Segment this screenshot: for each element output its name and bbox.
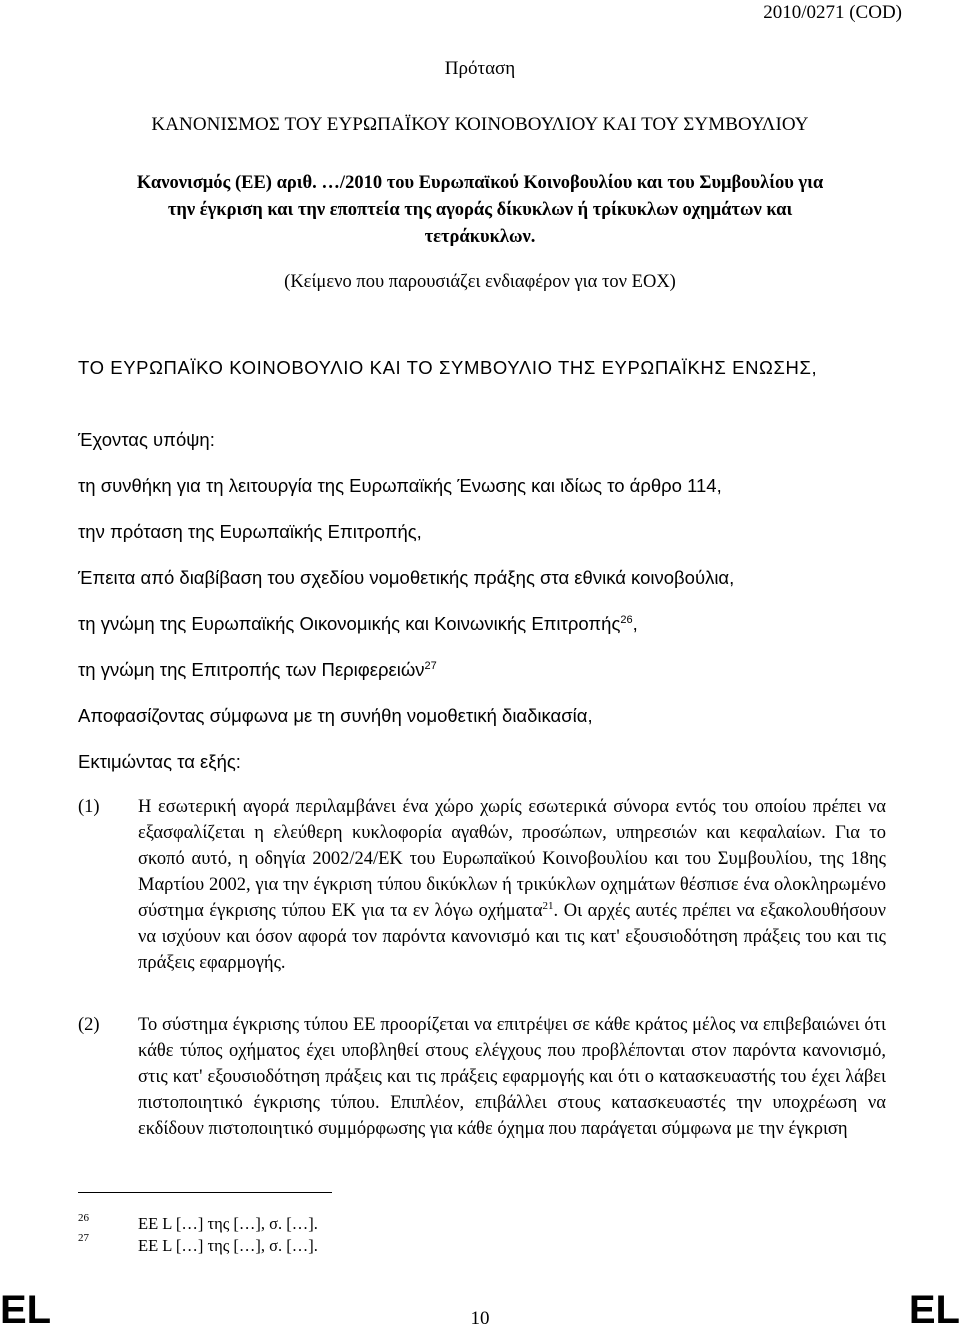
having-regard-heading: Έχοντας υπόψη: (78, 429, 215, 450)
footnote-number: 26 (78, 1212, 89, 1224)
whereas-heading: Εκτιμώντας τα εξής: (78, 751, 241, 772)
document-title: ΚΑΝΟΝΙΣΜΟΣ ΤΟΥ ΕΥΡΩΠΑΪΚΟΥ ΚΟΙΝΟΒΟΥΛΙΟΥ ΚΑΙ ΤΟΥ ΣΥΜΒΟΥΛΙΟΥ (151, 114, 809, 135)
regulation-title-line: Κανονισμός (ΕΕ) αριθ. …/2010 του Ευρωπαϊκού Κοινοβουλίου και του Συμβουλίου για (136, 173, 824, 193)
citation-commission-proposal: την πρόταση της Ευρωπαϊκής Επιτροπής, (78, 521, 422, 542)
recital-number: (2) (78, 1015, 100, 1035)
regulation-title-line: την έγκριση και την εποπτεία της αγοράς δίκυκλων ή τρίκυκλων οχημάτων και (167, 200, 793, 220)
recital-1-part-a: Η εσωτερική αγορά περιλαμβάνει ένα χώρο χωρίς εσωτερικά σύνορα εντός του οποίου πρέπει να εξασφαλίζεται η ελεύθερη κυκλοφορία αγαθών, προσώπων, υπηρεσιών και κεφαλαίων. Για το σκοπό αυτό, η οδηγία 2002/24/ΕΚ του Ευρωπαϊκού Κοινοβουλίου και του Συμβουλίου, της 18ης Μαρτίου 2002, για την έγκριση τύπου δικύκλων ή τρικύκλων οχημάτων θέσπισε ένα ολοκληρωμένο σύστημα έγκρισης τύπου ΕΚ για τα εν λόγω οχήματα (138, 797, 886, 921)
proposal-label: Πρόταση (444, 58, 516, 79)
citation-ecosoc-text: τη γνώμη της Ευρωπαϊκής Οικονομικής και Κοινωνικής Επιτροπής (78, 613, 621, 634)
footnote-text: ΕΕ L […] της […], σ. […]. (138, 1214, 318, 1233)
recital-1-part-b: . Οι αρχές αυτές πρέπει να εξακολουθήσουν να ισχύουν και όσον αφορά τον παρόντα κανονισμό και τις κατ' εξουσιοδότηση πράξεις του και τις πράξεις εφαρμογής. (138, 901, 886, 973)
recital-2-text: Το σύστημα έγκρισης τύπου ΕΕ προορίζεται να επιτρέψει σε κάθε κράτος μέλος να επιβεβαιώνει ότι κάθε τύπος οχήματος έχει υποβληθεί στους ελέγχους που προβλέπονται στον παρόντα κανονισμό, στις κατ' εξουσιοδότηση πράξεις και τις πράξεις εφαρμογής και ότι ο κατασκευαστής του έχει λάβει πιστοποιητικό έγκρισης τύπου. Επιπλέον, επιβάλλει στους κατασκευαστές την υποχρέωση να εκδίδουν πιστοποιητικό συμμόρφωσης για κάθε όχημα που παράγεται σύμφωνα με την έγκριση (138, 1015, 886, 1139)
language-code-right: EL (908, 1288, 960, 1332)
regulation-title-line: τετράκυκλων. (424, 227, 536, 247)
footnote-text: ΕΕ L […] της […], σ. […]. (138, 1236, 318, 1255)
citation-cor (78, 658, 886, 681)
footnote-ref-26: 26 (620, 613, 633, 626)
citation-treaty: τη συνθήκη για τη λειτουργία της Ευρωπαϊκής Ένωσης και ιδίως το άρθρο 114, (78, 475, 722, 496)
citation-ecosoc (78, 612, 886, 635)
citation-cor-text: τη γνώμη της Επιτροπής των Περιφερειών (78, 659, 425, 680)
regulation-title (80, 170, 880, 251)
citation-transmission: Έπειτα από διαβίβαση του σχεδίου νομοθετικής πράξης στα εθνικά κοινοβούλια, (78, 567, 735, 588)
footnote-separator (78, 1192, 332, 1193)
eea-relevance-note: (Κείμενο που παρουσιάζει ενδιαφέρον για τον ΕΟΧ) (284, 272, 676, 292)
footnote-ref-27: 27 (424, 659, 437, 672)
footnote-ref-21: 21 (542, 899, 554, 912)
page-number: 10 (470, 1308, 490, 1329)
language-code-left: EL (0, 1288, 52, 1332)
procedure-clause: Αποφασίζοντας σύμφωνα με τη συνήθη νομοθετική διαδικασία, (78, 705, 593, 726)
enacting-bodies: ΤΟ ΕΥΡΩΠΑΪΚΟ ΚΟΙΝΟΒΟΥΛΙΟ ΚΑΙ ΤΟ ΣΥΜΒΟΥΛΙΟ ΤΗΣ ΕΥΡΩΠΑΪΚΗΣ ΕΝΩΣΗΣ, (78, 357, 818, 378)
footnote-number: 27 (78, 1232, 89, 1244)
citation-ecosoc-tail: , (632, 613, 638, 634)
recital-1-text (138, 794, 886, 976)
document-reference: 2010/0271 (COD) (763, 2, 902, 23)
recital-number: (1) (78, 797, 100, 817)
